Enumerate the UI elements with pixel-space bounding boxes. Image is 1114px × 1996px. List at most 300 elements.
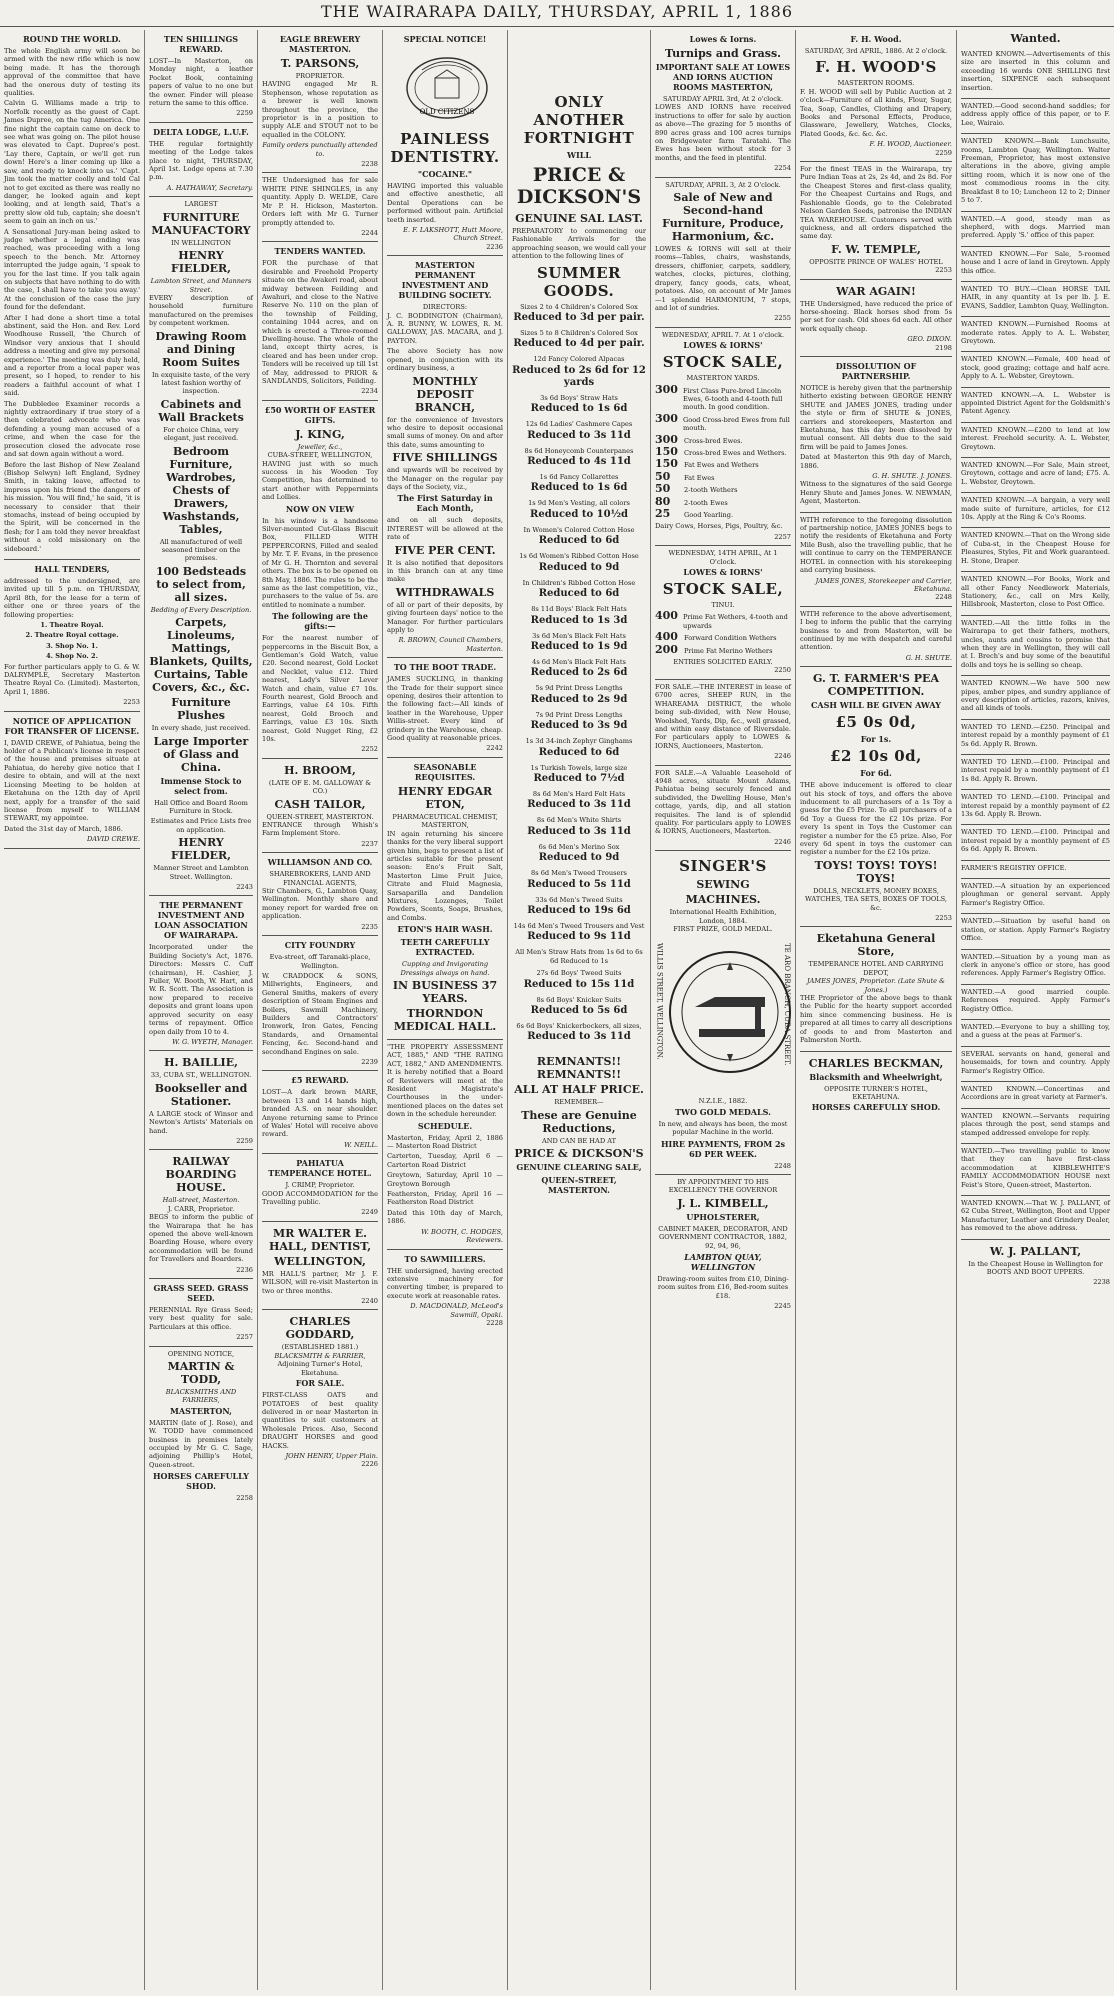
side-right-text: TE ARO BRANCH, CUBA STREET. xyxy=(783,943,791,1066)
eton-name: HENRY EDGAR ETON, xyxy=(397,784,493,811)
sale-item-price: Reduced to 6d xyxy=(538,746,620,758)
fielder-address: Lambton Street, and Manners Street. xyxy=(150,277,252,294)
clearing-sale: GENUINE CLEARING SALE, xyxy=(516,1162,642,1173)
sale-item-price: Reduced to 9d xyxy=(538,852,620,864)
eketa-sub: TEMPERANCE HOTEL AND CARRYING DEPOT, xyxy=(808,960,944,977)
wanted-ad-text: WANTED KNOWN.—A. L. Webster is appointed District Agent for the Goldsmith's Patent Agency. xyxy=(961,390,1110,416)
genuine-reductions: These are Genuine Reductions, xyxy=(521,1108,637,1135)
column-8 xyxy=(957,30,1114,1990)
sale-item-price: Reduced to 9s 11d xyxy=(527,931,631,943)
property-body: "THE PROPERTY ASSESSMENT ACT, 1885," AND "THE RATING ACT, 1882," AND AMENDMENTS. It is hereby notified that a Board of Reviewers will meet at the Resident Magistrate's Courthouses in the under-mentioned places on the dates set down in the schedule hereunder. xyxy=(387,1042,503,1119)
martin-todd-ad xyxy=(149,1347,253,1507)
tinui-rows xyxy=(655,609,791,656)
wanted-ad-text: WANTED KNOWN.—Concertinas and Accordions are in great variety at Farmer's. xyxy=(961,1084,1110,1102)
wanted-ad-text: WANTED.—A good, steady man as shepherd, with dogs. Married man preferred. Apply 'S.' office of this paper. xyxy=(961,214,1110,240)
stock-quantity: 400 xyxy=(655,630,678,644)
ad-number: 2259 xyxy=(935,148,952,157)
schedule-row: Masterton, Friday, April 2, 1886 — Masterton Road District xyxy=(387,1133,503,1151)
dentist-town: WELLINGTON, xyxy=(274,1254,366,1268)
ad-number: 2246 xyxy=(774,837,791,846)
wanted-ad xyxy=(961,388,1110,423)
reward5-ad xyxy=(262,1071,378,1154)
schedule-row: Carterton, Tuesday, April 6 — Carterton Road District xyxy=(387,1152,503,1169)
wood-title: F. H. WOOD'S xyxy=(815,58,937,77)
queen-street: QUEEN-STREET, MASTERTON. xyxy=(541,1175,617,1196)
ad-number: 2245 xyxy=(774,1302,791,1311)
stock-row xyxy=(655,411,791,433)
easter-title: £50 WORTH OF EASTER GIFTS. xyxy=(264,404,376,425)
story-title: ROUND THE WORLD. xyxy=(23,34,121,44)
stock-row xyxy=(655,482,791,496)
special-notice: SPECIAL NOTICE! xyxy=(403,34,487,44)
stock-row xyxy=(655,630,791,644)
directors-label: DIRECTORS: xyxy=(422,303,468,312)
ad-number: 2235 xyxy=(361,922,378,931)
dissolution-date: Dated at Masterton this 9th day of March, 1886. xyxy=(800,453,952,470)
sale-item-name: 6s 6d Men's Merino Sox xyxy=(538,842,620,851)
stock-row xyxy=(655,494,791,508)
wanted-ad xyxy=(961,950,1110,985)
wanted-ad xyxy=(961,676,1110,720)
column-1 xyxy=(0,30,145,1990)
column-7 xyxy=(796,30,957,1990)
sale-item-name: 1s 6d Women's Ribbed Cotton Hose xyxy=(519,552,639,561)
wanted-ad xyxy=(961,1144,1110,1196)
reward-ad xyxy=(149,30,253,123)
tinui-ad xyxy=(655,546,791,680)
wanted-ad xyxy=(961,1020,1110,1047)
wanted-ad-text: WANTED KNOWN.—Furnished Rooms at moderate rates. Apply to A. L. Webster, Greytown. xyxy=(961,320,1110,345)
wanted-ad xyxy=(961,1109,1110,1144)
two-gold: TWO GOLD MEDALS. xyxy=(675,1106,771,1117)
wood-header: F. H. Wood. xyxy=(850,34,902,44)
property-date: Dated this 10th day of March, 1886. xyxy=(387,1208,503,1226)
martin-title: MARTIN & TODD, xyxy=(167,1360,235,1387)
baillie-trade: Bookseller and Stationer. xyxy=(154,1081,248,1108)
baillie-ad xyxy=(149,1051,253,1150)
furniture-title: FURNITURE MANUFACTORY xyxy=(151,210,251,237)
sale-item-name: 8s 6d Men's Tweed Trousers xyxy=(531,869,627,878)
license-notice xyxy=(4,712,140,849)
sale-item-name: 1s 3d 34-inch Zephyr Ginghams xyxy=(525,737,633,746)
hall-office: Hall Office and Board Room Furniture in Stock. xyxy=(154,798,248,815)
two-gold-body: In new, and always has been, the most popular Machine in the world. xyxy=(658,1119,788,1137)
sale-item-price: Reduced to 2s 9d xyxy=(530,693,628,705)
drawing-body: In exquisite taste, of the very latest fashion worthy of inspection. xyxy=(152,370,250,396)
stock-description: Fat Ewes and Wethers xyxy=(684,461,759,470)
stock-quantity: 150 xyxy=(655,457,678,471)
king-address: CUBA-STREET, WELLINGTON, xyxy=(267,451,373,460)
sale-item-name: 14s 6d Men's Tweed Trousers and Vest xyxy=(513,921,645,930)
tinui-label: TINUI. xyxy=(711,601,735,610)
schedule-row: Greytown, Saturday, April 10 — Greytown Borough xyxy=(387,1171,503,1188)
permanent-ad xyxy=(149,896,253,1051)
sale-item-price: Reduced to 5s 11d xyxy=(527,878,631,890)
wanted-ad xyxy=(961,47,1110,99)
sale-item-name: In Women's Colored Cotton Hose xyxy=(523,525,635,534)
entries-label: ENTRIES SOLICITED EARLY. xyxy=(673,658,773,667)
summer-goods: SUMMER GOODS. xyxy=(536,263,622,300)
permanent-title: THE PERMANENT INVESTMENT AND LOAN ASSOCIATION OF WAIRARAPA. xyxy=(154,900,248,941)
eketa-body: THE Proprietor of the above begs to thank the Public for the hearty support accorded him since commencing business. He is prepared at all times to carry all descriptions of goods to and from Masterton and Palmerston North. xyxy=(800,994,952,1045)
wanted-ad-text: SEVERAL servants on hand, general and housemaids, for town and country. Apply Farmer's Registry Office. xyxy=(961,1049,1110,1075)
sale-item-name: Sizes 2 to 4 Children's Colored Sox xyxy=(520,302,638,311)
boys-suits-price: Reduced to 15s 11d xyxy=(523,978,635,990)
wanted-ad-text: WANTED TO LEND.—£100. Principal and interest repaid by a monthly payment of £5 6s 6d. Apply R. Brown. xyxy=(961,828,1110,854)
wanted-ad-text: WANTED.—Good second-hand saddles; for address apply office of this paper, or to F. Lee, Wairaio. xyxy=(961,102,1110,127)
wanted-ad-text: WANTED KNOWN.—That on the Wrong side of Cuba-st, in the Cheapest House for Pleasures, Styles, Fit and Work guaranteed. H. Stone, Draper. xyxy=(961,531,1110,565)
broom-late: (LATE OF E. M. GALLOWAY & CO.) xyxy=(268,778,372,796)
sale-item-name: 1s 6d Fancy Collarettes xyxy=(539,473,619,482)
fielder-ad xyxy=(149,197,253,896)
knickerbockers: 6s 6d Boys' Knickerbockers, all sizes, xyxy=(516,1022,642,1030)
will-label: WILL xyxy=(567,150,591,160)
lodge-title: DELTA LODGE, L.U.F. xyxy=(153,126,249,137)
singer-emblem-icon xyxy=(655,937,796,1087)
sale-item-name: 8s 6d Men's White Shirts xyxy=(536,816,622,825)
ad-number: 2236 xyxy=(236,1265,253,1274)
machines-title: MACHINES. xyxy=(685,893,761,907)
wood-rooms: MASTERTON ROOMS. xyxy=(837,79,915,88)
column-5 xyxy=(508,30,651,1990)
story-paragraph: The Dubbledee Examiner records a nightly extraordinary if true story of a then celebrated advocate who was defending a young man accused of a crime, and when the case for the prosecution closed the advocate rose and sat down again without a word. xyxy=(4,399,140,459)
property-ad xyxy=(387,1040,503,1250)
broom-name: H. BROOM, xyxy=(284,763,356,777)
sale-item-price: Reduced to 3s 11d xyxy=(527,825,631,837)
five-percent: FIVE PER CENT. xyxy=(394,543,496,557)
ad-number: 2246 xyxy=(774,752,791,761)
sawmillers-title: TO SAWMILLERS. xyxy=(404,1253,486,1264)
wanted-ad-text: WANTED.—All the little folks in the Wairarapa to get their fathers, mothers, uncles, aunts and cousins to promise that when they are in Wellington, they will call at I. Brech's and buy some of the beautiful dolls and toys he is selling so cheap. xyxy=(961,618,1110,669)
withdrawals-body: of all or part of their deposits, by giving fourteen days' notice to the Manager. For further particulars apply to xyxy=(387,600,503,634)
ad-number: 2238 xyxy=(361,160,378,169)
martin-footer: HORSES CAREFULLY SHOD. xyxy=(152,1471,250,1492)
stock-quantity: 300 xyxy=(655,382,678,396)
wood-ad xyxy=(800,30,952,162)
ad-number: 2253 xyxy=(935,914,952,923)
cash-given: CASH WILL BE GIVEN AWAY xyxy=(811,700,941,711)
baillie-body: A LARGE stock of Winsor and Newton's Artists' Materials on hand. xyxy=(149,1109,253,1135)
war-signature: GEO. DIXON. xyxy=(907,335,952,344)
schedule-title: SCHEDULE. xyxy=(417,1120,473,1131)
sale-item-price: Reduced to 7½d xyxy=(533,772,625,784)
sale-item-name: 8s 6d Men's Hard Felt Hats xyxy=(532,789,626,798)
ad-number: 2198 xyxy=(935,343,952,352)
column-4 xyxy=(383,30,508,1990)
wanted-ad xyxy=(961,317,1110,352)
sat-date: SATURDAY, APRIL 3, At 2 O'clock. xyxy=(665,180,781,189)
sale-item-name: 1s Turkish Towels, large size xyxy=(530,763,628,772)
goddard-signature: JOHN HENRY, Upper Plain. xyxy=(285,1451,378,1460)
wanted-ad-text: WANTED KNOWN.—We have 500 new pipes, amber pipes, and sundry appliance of every description of articles, razors, knives, and all kinds of tools. xyxy=(961,679,1110,713)
wed14-date: WEDNESDAY, 14TH APRIL, At 1 O'clock. xyxy=(668,549,778,566)
hair-title: ETON'S HAIR WASH. xyxy=(397,924,493,935)
dissolution-title: DISSOLUTION OF PARTNERSHIP. xyxy=(835,360,917,381)
story-paragraph: Calvin G. Williams made a trip to Norfolk recently as the guest of Capt. James Dupree, on the tug America. One fine night the captain came on deck to see what was going on. The pilot house was elevated to Capt. Dupree's post. 'Lay there, Captain, or we'll get run down! Here's a liner coming up like a saw, and ready to knock into us.' 'Capt. Jim took the matter coolly and told Cal not to get excited as there was really no danger, he looked again and kept looking, and at length said, That's a pretty slow old tub, captain; she doesn't seem to gain an inch on us.' xyxy=(4,99,140,226)
prizes-body: For the nearest number of peppercorns in the Biscuit Box, a Gentleman's Gold Watch, value £20. Second nearest, Gold Locket and Necklet, value £12. Third nearest, Lady's Silver Lever Watch and chain, value £7 10s. Fourth nearest, Gold Brooch and Earrings, value £4 10s. Fifth nearest, Gold Brooch and Earrings, value £3 10s. Sixth nearest, Gold Nugget Ring, £2 10s. xyxy=(262,634,378,743)
lowes-iorns: LOWES & IORNS' xyxy=(683,340,763,351)
turnips-title: IMPORTANT SALE AT LOWES AND IORNS AUCTION ROOMS MASTERTON, xyxy=(655,62,791,92)
sale-item-name: 7s 9d Print Dress Lengths xyxy=(535,710,623,719)
ad-number: 2248 xyxy=(935,593,952,602)
opening-notice: OPENING NOTICE, xyxy=(167,1349,235,1358)
wanted-ad-text: WANTED TO LEND.—£100. Principal and interest repaid by a monthly payment of £2 13s 6d. Apply R. Brown. xyxy=(961,793,1110,819)
wanted-ad-text: WANTED KNOWN.—For Sale, Main street, Greytown, cottage and acre of land; £75. A. L. Webster, Greytown. xyxy=(961,461,1110,486)
sewing-title: SEWING xyxy=(696,878,750,892)
directors-body: J. C. BODDINGTON (Chairman), A. R. BUNNY, W. LOWES, R. M. GALLOWAY, JAS. MACARA, and J. PAYTON. xyxy=(387,311,503,345)
estimates: Estimates and Price Lists free on application. xyxy=(150,817,252,834)
story-paragraph: A Sensational Jury-man being asked to judge whether a legal ending was reached, was proceeding with a long speech to the bench. Mr. Attorney interrupted the judge again, 'I speak to you for the last time. If you talk again on subjects that have nothing to do with the case, I shall have to take you away.' At the conclusion of the case the jury found for the defendant. xyxy=(4,227,140,312)
deposit-body: for the convenience of Investors who desire to deposit occasional small sums of money. On and after this date, sums amounting to xyxy=(387,415,503,449)
broom-trade: CASH TAILOR, xyxy=(274,797,366,811)
wanted-header: Wanted. xyxy=(1010,32,1061,45)
parsons-role: PROPRIETOR. xyxy=(295,72,345,80)
knicker-price: Reduced to 5s 6d xyxy=(530,1005,628,1016)
stock-description: Cross-bred Ewes. xyxy=(684,436,743,445)
parsons-ad xyxy=(262,30,378,173)
forsale2-body: FOR SALE.—A Valuable Leasehold of 4948 acres, situate Mount Adams, Pahiatua being securely fenced and subdivided, the Dwelling House, Men's cottage, yards, dip, and all station requisites. The land is of splendid quality. For particulars apply to LOWES & IORNS, Auctioneers, Masterton. xyxy=(655,768,791,836)
remember: REMEMBER— xyxy=(554,1098,604,1107)
eketa-prop: JAMES JONES, Proprietor. (Late Shute & Jones.) xyxy=(807,977,945,994)
forsale1-body: FOR SALE.—THE INTEREST in lease of 6700 acres, SHEEP RUN, in the WHAREAMA DISTRICT, the whole being sub-divided, with New House, Woolshed, Yards, Dip, &c., well grassed, and within easy distance of Riversdale. For particulars apply to LOWES & IORNS, Auctioneers, Masterton. xyxy=(655,682,791,750)
sale-item-price: Reduced to 2s 6d for 12 yards xyxy=(512,364,646,388)
singer-ad xyxy=(655,851,791,1175)
ad-number: 2249 xyxy=(361,1208,378,1217)
foundry-body: Eva-street, off Taranaki-place, Wellington. xyxy=(269,953,371,970)
wanted-ad-text: WANTED KNOWN.—Advertisements of this size are inserted in this column and exceeding 16 words ONE SHILLING first insertion, SIXPENCE each subsequent insertion. xyxy=(961,50,1110,92)
stock-description: 2-tooth Wethers xyxy=(684,486,738,495)
tenders-ad xyxy=(262,242,378,401)
story-paragraph: Before the last Bishop of New Zealand (Bishop Selwyn) left England, Sydney Smith, in taking leave, affected to impress upon his friend the dangers of his mission. 'You will find,' he said, 'it is necessary to consider that their stomachs, instead of being occupied by the Spirit, will be concerned in the flesh; for I am told they never breakfast without a cold missionary on the sideboard.' xyxy=(4,460,140,553)
painless-signature: E. F. LAKSHOTT, Hutt Moore, Church Street. xyxy=(403,226,503,243)
sale-item-price: Reduced to 3d per pair. xyxy=(513,312,645,324)
beckman-trade: Blacksmith and Wheelwright, xyxy=(809,1071,943,1082)
thorndon-title: THORNDON MEDICAL HALL. xyxy=(393,1006,497,1033)
grass-body: PERENNIAL Rye Grass Seed; very best quality for sale. Particulars at this office. xyxy=(149,1306,253,1331)
wood-signature: F. H. WOOD, Auctioneer. xyxy=(869,140,952,149)
ad-number: 2258 xyxy=(236,1494,253,1503)
kimbell-rooms: Drawing-room suites from £10, Dining-room suites from £16, Bed-room suites £18. xyxy=(657,1275,789,1300)
wanted-ad-text: WANTED.—Situation by a young man as clerk in anyone's office or store, has good references. Apply Farmer's Registry Office. xyxy=(961,952,1110,978)
williamson-title: WILLIAMSON AND CO. xyxy=(267,857,373,868)
bedding-line: Bedding of Every Description. xyxy=(150,605,252,614)
wanted-ad-text: WANTED KNOWN.—£200 to lend at low interest. Freehold security. A. L. Webster, Greytown. xyxy=(961,425,1110,451)
reward5-signature: W. NEILL. xyxy=(344,1140,378,1149)
schedule-row: Featherston, Friday, April 16 — Featherston Road District xyxy=(387,1190,503,1207)
king-trade: Jeweller, &c., xyxy=(297,442,343,451)
carpets-title: Carpets, Linoleums, Mattings, Blankets, Quilts, Curtains, Table Covers, &c., &c. xyxy=(149,616,253,695)
wanted-ad-text: FARMER'S REGISTRY OFFICE. xyxy=(961,863,1067,872)
ad-number: 2253 xyxy=(935,266,952,275)
sale-item-name: Sizes 5 to 8 Children's Colored Sox xyxy=(520,329,638,338)
williamson-ad xyxy=(262,853,378,936)
kimbell-trade: UPHOLSTERER, xyxy=(686,1211,760,1222)
dentist-ad xyxy=(262,1222,378,1311)
wanted-ad xyxy=(961,528,1110,572)
fielder-address-2: Manner Street and Lambton Street. Wellington. xyxy=(153,864,249,881)
exhibition: International Health Exhibition, London, 1884. xyxy=(669,908,777,925)
wanted-ad-text: WANTED.—Everyone to buy a shilling toy, and a guess at the peas at Farmer's. xyxy=(961,1022,1110,1040)
wanted-ad xyxy=(961,423,1110,458)
withdrawals: WITHDRAWALS xyxy=(395,585,495,599)
sale-items-list xyxy=(512,303,646,944)
sale-item-price: Reduced to 2s 6d xyxy=(530,667,628,679)
prizes-title: The following are the gifts:— xyxy=(272,611,368,632)
stock-description: Good Yearling. xyxy=(684,511,734,519)
wanted-ad xyxy=(961,985,1110,1020)
wanted-ad xyxy=(961,134,1110,211)
sale-title: Sale of New and Second-hand Furniture, Produce, Harmonium, &c. xyxy=(662,191,784,244)
farmer-body: THE above inducement is offered to clear out his stock of toys, and offers the above inducement to all purchasers of a 1s Toy a guess for the £5 Prize. To all purchasers of a 6d Toy a Guess for the £2 10s prize. For every 1s spent in Toys the Customer can register a number for the £5 prize. Also, For every 6d spent in toys the customer can register a number for the £2 10s prize. xyxy=(800,781,952,857)
goddard-sale: FOR SALE. xyxy=(295,1378,345,1389)
appointment: BY APPOINTMENT TO HIS EXCELLENCY THE GOVERNOR xyxy=(668,1178,778,1195)
pahiatua-title: PAHIATUA TEMPERANCE HOTEL. xyxy=(268,1158,372,1179)
dissolution-body: NOTICE is hereby given that the partnership hitherto existing between GEORGE HENRY SHUTE and JAMES JONES, trading under the style or firm of SHUTE & JONES, carriers and storekeepers, Masterton and Eketahuna, has this day been dissolved by mutual consent. All debts due to the said firm will be paid to James Jones. xyxy=(800,383,952,451)
sale-body: LOWES & IORNS will sell at their rooms—Tables, chairs, washstands, dressers, chiffonier, carpets, saddlery, watches, clocks, pictures, clothing, drapery, fancy goods, cats, wheat, potatoes. Also, on account of Mr James—1 splendid HARMONIUM, 7 stops, and lot of sundries. xyxy=(655,245,791,312)
stock-quantity: 25 xyxy=(655,507,671,520)
reference-signature: JAMES JONES, Storekeeper and Carrier, Eketahuna. xyxy=(815,576,952,593)
years-title: IN BUSINESS 37 YEARS. xyxy=(392,978,498,1005)
martin-town: MASTERTON, xyxy=(170,1405,232,1416)
sale-item-price: Reduced to 6d xyxy=(538,535,620,547)
parsons-footer: Family orders punctually attended to. xyxy=(262,141,378,158)
ad-number: 2242 xyxy=(486,744,503,753)
grass-ad xyxy=(149,1279,253,1347)
wanted-ad xyxy=(961,458,1110,493)
stock-row xyxy=(655,469,791,483)
sale-item-price: Reduced to 1s 6d xyxy=(530,403,628,415)
stock-quantity: 80 xyxy=(655,494,671,508)
wanted-ad xyxy=(961,493,1110,528)
painless-title: PAINLESS DENTISTRY. xyxy=(390,130,500,166)
witness: Witness to the signatures of the said George Henry Shute and James Jones. W. NEWMAN, Agent, Masterton. xyxy=(800,480,952,506)
railway-ad xyxy=(149,1150,253,1279)
column-2 xyxy=(145,30,258,1990)
sale-item-name: In Children's Ribbed Cotton Hose xyxy=(522,578,636,587)
stock-row xyxy=(655,432,791,446)
sale-item-name: 8s 11d Boys' Black Felt Hats xyxy=(531,605,627,614)
bedroom-title: Bedroom Furniture, Wardrobes, Chests of Drawers, Washstands, Tables, xyxy=(162,444,240,536)
stock-row xyxy=(655,507,791,520)
dentist-body: MR HALL'S partner, Mr J. F. WILSON, will re-visit Masterton in two or three months. xyxy=(262,1269,378,1295)
straw-hats-line: All Men's Straw Hats from 1s 6d to 6s 6d Reduced to 1s xyxy=(515,948,643,965)
wanted-list xyxy=(961,47,1110,1240)
importer-title: Large Importer of Glass and China. xyxy=(153,734,249,774)
ad-number: 2252 xyxy=(361,745,378,754)
now-on-view: NOW ON VIEW xyxy=(285,503,355,514)
stock-row xyxy=(655,457,791,471)
stock-row xyxy=(655,444,791,458)
plushes-body: In every shade, just received. xyxy=(151,724,251,733)
knicker-suits: 8s 6d Boys' Knicker Suits xyxy=(536,995,622,1004)
stock-description: Good Cross-bred Ewes from full mouth. xyxy=(682,415,790,433)
stock-description: Fat Ewes xyxy=(684,473,715,482)
temple-sub: OPPOSITE PRINCE OF WALES' HOTEL xyxy=(809,257,943,266)
story-paragraph: After I had done a short time a total abstinent, said the Hon. and Rev. Lord Woodhouse Russell, 'the Church of Windsor very anxious that I should address a meeting and give my personal experience.' The meeting was duly held, and a reporter from a local paper was present, so I hoped, to render to his readers a faithful account of what I said. xyxy=(4,313,140,398)
martin-body: MARTIN (late of J. Rose), and W. TODD have commenced business in premises lately occupied by Mr G. C. Sage, adjoining Phillip's Hotel, Queen-street. xyxy=(149,1418,253,1469)
eketa-title: Eketahuna General Store, xyxy=(816,932,936,959)
pallant-ad xyxy=(961,1240,1110,1291)
ad-number: 2237 xyxy=(361,839,378,848)
sawmillers-signature: D. MACDONALD, McLeod's Sawmill, Opaki. xyxy=(410,1302,503,1319)
forsale1-ad xyxy=(655,680,791,766)
goddard-name: CHARLES GODDARD, xyxy=(285,1315,355,1342)
wanted-ad xyxy=(961,99,1110,134)
turnips-heading: Turnips and Grass. xyxy=(664,47,782,60)
boys-suits: 27s 6d Boys' Tweed Suits xyxy=(536,969,622,978)
stock-rows xyxy=(655,382,791,520)
wanted-ad xyxy=(961,720,1110,755)
stock-sale-ad xyxy=(655,328,791,547)
goddard-trade: BLACKSMITH & FARRIER, xyxy=(274,1351,366,1360)
wanted-ad xyxy=(961,879,1110,914)
genuine-sale: GENUINE SAL LAST. xyxy=(515,212,643,225)
sale-item-name: 1s 9d Men's Vesting, all colors xyxy=(528,499,630,508)
plushes-title: Furniture Plushes xyxy=(171,696,231,723)
hall-tenders-body: addressed to the undersigned, are invited up till 5 p.m. on THURSDAY, April 8th, for the lease for a term of either one or three years of the following properties: xyxy=(4,576,140,619)
ad-number: 2257 xyxy=(236,1333,253,1342)
largest-label: LARGEST xyxy=(184,200,218,209)
only-another: ONLY ANOTHER FORTNIGHT xyxy=(523,93,635,147)
boot-ad xyxy=(387,658,503,758)
toys-line: TOYS! TOYS! TOYS! TOYS! xyxy=(814,858,938,885)
stock-sale: STOCK SALE, xyxy=(662,353,784,372)
wanted-ad-text: WANTED.—A situation by an experienced ploughman or general servant. Apply Farmer's Registry Office. xyxy=(961,882,1110,907)
sawmillers-ad xyxy=(387,1250,503,1332)
furniture-sale-ad xyxy=(655,178,791,328)
five-body: and upwards will be received by the Manager on the regular pay days of the Society, viz., xyxy=(387,466,503,491)
stock-description: Cross-bred Ewes and Wethers. xyxy=(684,448,787,457)
cocaine-label: "COCAINE." xyxy=(417,169,473,179)
ad-number: 2240 xyxy=(361,1297,378,1306)
story-paragraph: The whole English army will soon be armed with the new rifle which is now being made. It has the thorough approval of the committee that have had the onerous duty of testing its qualities. xyxy=(4,47,140,98)
wanted-ad xyxy=(961,212,1110,247)
teeth-body: Cupping and Invigorating Dressings always on hand. xyxy=(400,960,490,977)
temple-name: F. W. TEMPLE, xyxy=(831,242,921,256)
king-ad xyxy=(262,401,378,759)
wanted-ad-text: WANTED.—A good married couple. References required. Apply Farmer's Registry Office. xyxy=(961,987,1110,1013)
sale-item-name: 5s 9d Print Dress Lengths xyxy=(535,684,623,693)
sale-item-price: Reduced to 1s 3d xyxy=(530,614,628,626)
ad-number: 2253 xyxy=(123,698,140,707)
stock-quantity: 50 xyxy=(655,469,671,483)
drawing-title: Drawing Room and Dining Room Suites xyxy=(155,329,247,369)
reference-body: WITH reference to the foregoing dissolution of partnership notice, JAMES JONES begs to notify the residents of Eketahuna and Forty Mile Bush, also the travelling public, that he will continue to carry on the TEMPERANCE HOTEL in connection with his storekeeping and carrying business. xyxy=(800,515,952,575)
ad-number: 2228 xyxy=(486,1318,503,1327)
dentist-title: MR WALTER E. HALL, DENTIST, xyxy=(268,1226,372,1253)
wanted-ad-text: WANTED TO LEND.—£250. Principal and interest repaid by a monthly payment of £1 5s 6d. Apply R. Brown. xyxy=(961,722,1110,748)
king-body: HAVING just with so much success in his Wooden Toy Competition, has determined to start another with Peppermints and Lollies. xyxy=(262,459,378,502)
shute-ad xyxy=(800,607,952,667)
nzie: N.Z.I.E., 1882. xyxy=(698,1097,748,1106)
wanted-ad xyxy=(961,755,1110,790)
wanted-ad xyxy=(961,825,1110,860)
williamson-sub: SHAREBROKERS, LAND AND FINANCIAL AGENTS, xyxy=(269,870,371,887)
tenders-title: TENDERS WANTED. xyxy=(274,246,366,257)
singers-title: SINGER'S xyxy=(679,857,767,876)
war-ad xyxy=(800,280,952,357)
ad-number: 2259 xyxy=(236,109,253,118)
stock-sale-2: STOCK SALE, xyxy=(662,580,784,599)
sale-item-price: Reduced to 1s 9d xyxy=(530,640,628,652)
dairy-line: Dairy Cows, Horses, Pigs, Poultry, &c. xyxy=(655,522,783,531)
grass-title: GRASS SEED. GRASS SEED. xyxy=(153,1283,249,1303)
hall-tenders-footer: For further particulars apply to G. & W. DALRYMPLE, Secretary Masterton Theatre Royal Co. (Limited). Masterton, April 1, 1886. xyxy=(4,662,140,696)
column-6 xyxy=(651,30,796,1990)
kimbell-address: LAMBTON QUAY, WELLINGTON xyxy=(684,1252,762,1273)
emblem-label: OLD CITIZENS xyxy=(419,108,475,116)
pahiatua-body: GOOD ACCOMMODATION for the Travelling public. xyxy=(262,1189,378,1207)
